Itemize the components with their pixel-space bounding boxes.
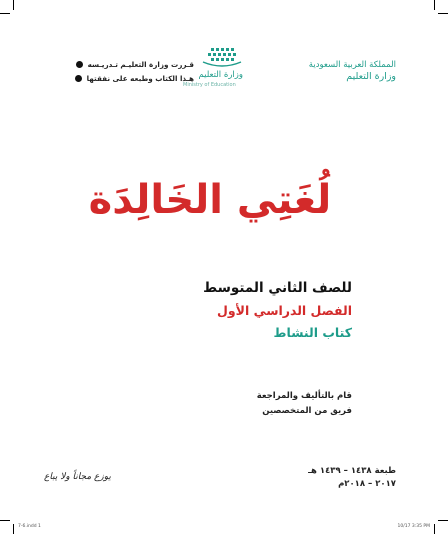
book-title: لُغَتِي الخَالِدَة — [88, 177, 332, 223]
note-text: هـذا الكتاب وطبعه على نفقتها — [86, 73, 194, 83]
logo-ministry-en: Ministry of Education — [183, 82, 236, 88]
note-text: قـررت وزارة التعليـم تـدريـسه — [87, 59, 194, 69]
edition-block — [256, 465, 396, 491]
bullet-icon — [76, 61, 83, 68]
authors-line: قام بالتأليف والمراجعة — [256, 391, 352, 401]
kingdom-header — [276, 60, 396, 82]
trim-mark — [0, 13, 10, 14]
edition-hijri: طبعة ١٤٣٨ – ١٤٣٩ هـ — [308, 466, 396, 476]
logo-ministry-ar: وزارة التعليم — [198, 70, 243, 80]
free-distribution-note: يوزع مجاناً ولا يباع — [44, 472, 111, 482]
trim-mark — [434, 0, 435, 10]
trim-mark — [438, 13, 448, 14]
ministry-name: وزارة التعليم — [346, 71, 396, 82]
trim-mark — [434, 524, 435, 534]
edition-gregorian: ٢٠١٧ – ٢٠١٨م — [338, 479, 396, 489]
authors-block — [152, 389, 352, 419]
print-slug-right: 10/17 3:35 PM — [397, 524, 430, 529]
trim-mark — [438, 520, 448, 521]
approval-notes — [34, 58, 194, 86]
semester-label: الفصل الدراسي الأول — [217, 303, 352, 318]
trim-mark — [0, 520, 10, 521]
grade-label: للصف الثاني المتوسط — [203, 280, 352, 296]
note-item — [34, 72, 194, 84]
print-slug-left: 7-6.indd 1 — [18, 524, 41, 529]
authors-line: فريق من المتخصصين — [262, 406, 352, 416]
note-item — [34, 58, 194, 70]
kingdom-name: المملكة العربية السعودية — [308, 60, 396, 70]
trim-mark — [13, 524, 14, 534]
book-type-label: كتاب النشاط — [273, 325, 352, 340]
bullet-icon — [75, 75, 82, 82]
trim-mark — [13, 0, 14, 10]
